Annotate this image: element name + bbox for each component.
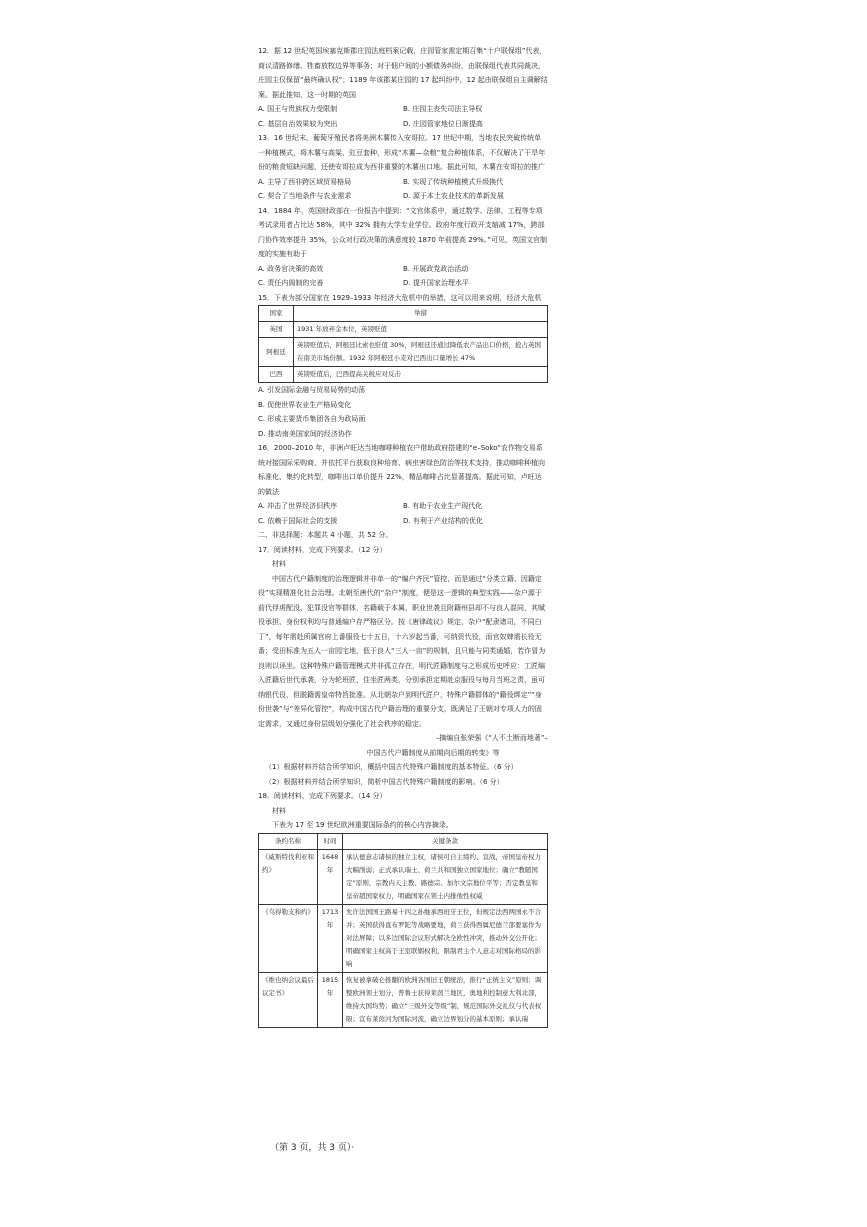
- material-paragraph: 中国古代户籍制度的治理逻辑并非单一的“编户齐民”管控，而是通过“分类立籍、因籍定役”实现精准化社会治理。北朝至唐代的“杂户”制度，便是这一逻辑的典型实践——杂户源于前代俘虏配没、犯罪没官等群体，名籍载于本属，职业世袭且附籍州县却不与良人混同，其赋役承担、身份权利均与普通编户存严格区分。按《唐律疏议》规定，杂户“配隶诸司，不同白丁”，每年需赴所属官府上番服役七十五日，十六岁起当番，可纳资代役，而官奴婢需长役无番；受田标准为五人一亩园宅地，低于良人“三人一亩”的规制，且只能与同类通婚，若诈冒为良则以诬坐。这种特殊户籍管理模式并非孤立存在，明代匠籍制度与之形成历史呼应：工匠编入匠籍后世代承袭，分为轮班匠、住坐匠两类，分别承担定期赴京服役与每月当班之责，虽可纳银代役，但脱籍需皇帝特旨批准。从北朝杂户到明代匠户，特殊户籍群体的“籍役绑定”“身份世袭”与“差异化管控”，构成中国古代户籍治理的重要分支，既满足了王朝对专项人力的固定需求，又通过身份层级划分强化了社会秩序的稳定。: [258, 574, 546, 728]
- option-c: C. 责任内阁制的完善: [258, 279, 324, 287]
- option-a: A. 引发国际金融与贸易局势的动荡: [258, 386, 366, 394]
- option-a: A. 主导了西非跨区域贸易格局: [258, 177, 352, 186]
- header-cell: 时间: [318, 833, 343, 849]
- exam-page: [258, 44, 548, 1028]
- material-label: 材料: [272, 806, 286, 815]
- treaty-table: [258, 833, 548, 1028]
- table-cell: 恢复被拿破仑推翻的欧洲各国旧王朝统治，推行“正统主义”原则；调整欧洲领土划分，普鲁士获得莱茵兰地区，奥地利控制意大利北部，维持大国均势；确立“三级外交等级”制，规范国际外交礼仪与代表权限；宣布莱茵河为国际河流，确立边界划分的基本原则；承认瑞: [343, 972, 548, 1027]
- option-b: B. 庄园主丧失司法主导权: [403, 105, 483, 113]
- source-line: 中国古代户籍制度从前期向后期的转变》等: [366, 748, 500, 757]
- options: [258, 175, 548, 204]
- sub-question-2: （2）根据材料并结合所学知识，简析中国古代特殊户籍制度的影响。（6 分）: [265, 777, 504, 786]
- option-d: D. 源于本土农业技术的革新发展: [403, 192, 504, 200]
- question-title: 17．阅读材料，完成下列要求。（12 分）: [258, 545, 387, 554]
- table-cell: 1713 年: [318, 904, 343, 972]
- option-c: C. 形成主要货币集团各自为政局面: [258, 415, 366, 423]
- table-cell: 英镑贬值后，阿根廷比索也贬值 30%，阿根廷还通过降低农产品出口价格，抢占英国在南美市场份额。1932 年阿根廷小麦对巴西出口量增长 47%: [294, 338, 548, 367]
- table-cell: 1815 年: [318, 972, 343, 1027]
- question-12: [258, 44, 548, 131]
- question-stem: 14．1884 年，英国财政部在一份报告中提到：“文官体系中，通过数学、法律、工程等专项考试录用者占比达 58%，其中 32% 拥有大学专业学位。政府年度行政开支缩减 17%，跨部门协作效率提升 35%，公众对行政决策的满意度较 1870 年前提高 29%。”可见，英国文官制度的实施有助于: [258, 206, 547, 258]
- header-cell: 条约名称: [259, 833, 318, 849]
- page-footer: （第 3 页，共 3 页）·: [270, 1143, 355, 1153]
- options: [258, 262, 548, 291]
- sub-question-1: （1）根据材料并结合所学知识，概括中国古代特殊户籍制度的基本特征。（6 分）: [265, 763, 518, 771]
- table-cell: 阿根廷: [259, 338, 294, 367]
- table-row: [259, 972, 548, 1027]
- option-c: C. 基层自治效果较为突出: [258, 119, 338, 128]
- question-14: [258, 204, 548, 291]
- header-cell: 举措: [294, 306, 548, 322]
- table-cell: 英国: [259, 322, 294, 338]
- question-stem: 13．16 世纪末，葡萄牙殖民者将美洲木薯传入安哥拉。17 世纪中期，当地农民突破传统单一种植模式，将木薯与高粱、豇豆套种，形成“木薯—杂粮”复合种植体系，不仅解决了干旱年份的粮食短缺问题，还使安哥拉成为西非重要的木薯出口地。据此可知，木薯在安哥拉的推广: [258, 134, 546, 171]
- question-18: [258, 789, 548, 1028]
- question-stem: 16．2000–2010 年，非洲卢旺达当地咖啡种植农户借助政府搭建的“e–Soko”农作物交易系统对接国际采购商，并依托平台获取良种培育、病虫害绿色防治等技术支持，推动咖啡种植向标准化、集约化转型，咖啡出口单价提升 22%，精品咖啡占比显著提高。据此可知，卢旺达的做法: [258, 444, 545, 496]
- header-cell: 关键条款: [343, 833, 548, 849]
- table-row: [259, 338, 548, 367]
- option-b: B. 实现了传统种植模式升级换代: [403, 177, 504, 186]
- table-cell: 英镑贬值后，巴西提高关税应对反击: [294, 367, 548, 383]
- table-row: [259, 322, 548, 338]
- options: [258, 102, 548, 131]
- table-header: [259, 833, 548, 849]
- question-stem: 15．下表为部分国家在 1929–1933 年经济大危机中的举措，这可以用来说明，经济大危机: [258, 293, 542, 302]
- question-15: [258, 291, 548, 442]
- option-c: C. 契合了当地条件与农业需求: [258, 192, 352, 200]
- source-line: –摘编自张荣强《“人不土断而地著”–: [435, 734, 548, 742]
- table-cell: 巴西: [259, 367, 294, 383]
- option-d: D. 有利于产业结构的优化: [403, 516, 483, 525]
- option-d: D. 推动南美国家间的经济协作: [258, 429, 352, 438]
- table-cell: 承认德意志诸侯的独立主权，诸侯可自主缔约、宣战，帝国皇帝权力大幅削弱；正式承认瑞士、荷兰共和国独立国家地位；确立“教随国定”原则，宗教内天主教、路德宗、加尔文宗地位平等；否定教皇和皇帝超国家权力，明确国家在领土内排他性权威: [343, 849, 548, 904]
- option-d: D. 提升国家治理水平: [403, 279, 469, 287]
- option-b: B. 促使世界农业生产格局变化: [258, 400, 352, 409]
- material-intro: 下表为 17 至 19 世纪欧洲重要国际条约的核心内容摘录。: [272, 821, 453, 829]
- question-13: [258, 131, 548, 204]
- options: [258, 499, 548, 528]
- option-b: B. 有助于农业生产现代化: [403, 502, 483, 510]
- options: [258, 383, 548, 441]
- table-header: [259, 306, 548, 322]
- table-row: [259, 904, 548, 972]
- table-row: [259, 849, 548, 904]
- table-cell: 《威斯特伐利亚和约》: [259, 849, 318, 904]
- table-cell: 1648 年: [318, 849, 343, 904]
- option-d: D. 庄园管家地位日渐提高: [403, 119, 483, 128]
- option-c: C. 依赖于国际社会的支援: [258, 516, 338, 525]
- table-row: [259, 367, 548, 383]
- option-b: B. 开展政党政治活动: [403, 264, 469, 273]
- header-cell: 国家: [259, 306, 294, 322]
- measures-table: [258, 305, 548, 383]
- table-cell: 1931 年放弃金本位，英镑贬值: [294, 322, 548, 338]
- table-cell: 允许法国国王路易十四之孙继承西班牙王位，但规定法西两国永不合并；英国获得直布罗陀等战略要地，荷兰获得西属尼德兰部要塞作为对法屏障；以多边国际会议形式解决全欧性冲突，推动外交公开化；明确国家主权高于王室联姻权利，限制君主个人意志对国际格局的影响: [343, 904, 548, 972]
- question-stem: 12．据 12 世纪英国埃塞克斯郡庄园法庭档案记载，庄园管家需定期召集“十户联保组”代表，商议清路修缮、牲畜放牧边界等事务；对于佃户间的小额债务纠纷，由联保组代表共同裁决，庄园主仅保留“最终确认权”；1189 年该郡某庄园的 17 起纠纷中，12 起由联保组自主调解结案。据此推知，这一时期的英国: [258, 47, 548, 99]
- question-title: 18．阅读材料，完成下列要求。（14 分）: [258, 792, 387, 800]
- table-cell: 《维也纳会议最后议定书》: [259, 972, 318, 1027]
- question-17: [258, 543, 548, 790]
- option-a: A. 政务官决策的高效: [258, 264, 324, 273]
- question-16: [258, 441, 548, 528]
- option-a: A. 国王与贵族权力受限制: [258, 105, 338, 113]
- option-a: A. 冲击了世界经济旧秩序: [258, 502, 338, 510]
- table-cell: 《乌得勒支和约》: [259, 904, 318, 972]
- section-heading: 二、非选择题：本题共 4 小题，共 52 分。: [258, 531, 393, 539]
- material-label: 材料: [272, 560, 286, 568]
